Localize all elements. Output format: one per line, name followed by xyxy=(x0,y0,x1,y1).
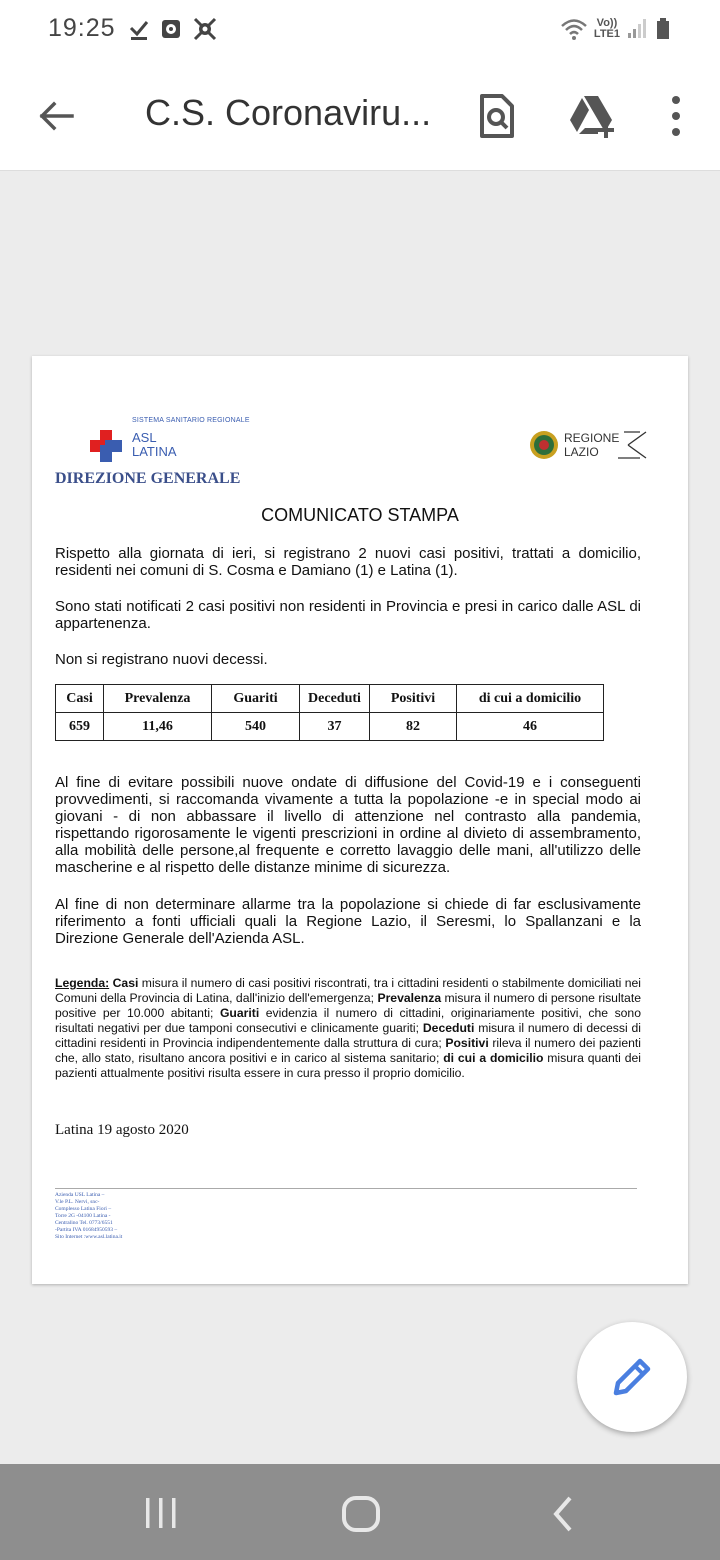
add-to-drive-icon[interactable] xyxy=(568,92,616,140)
table-header-cell: Casi xyxy=(56,685,104,713)
battery-icon xyxy=(654,16,672,42)
table-row xyxy=(56,713,604,741)
document-title: C.S. Coronaviru... xyxy=(145,92,432,133)
table-cell: 659 xyxy=(56,713,104,741)
home-icon[interactable] xyxy=(340,1494,382,1534)
paragraph-3: Non si registrano nuovi decessi. xyxy=(55,651,268,668)
table-header-cell: Deceduti xyxy=(300,685,370,713)
find-in-page-icon[interactable] xyxy=(472,92,520,140)
legenda-term: di cui a domicilio xyxy=(443,1051,544,1065)
document-heading: COMUNICATO STAMPA xyxy=(261,505,459,525)
document-date: Latina 19 agosto 2020 xyxy=(55,1122,189,1138)
download-done-icon xyxy=(128,16,150,42)
document-footer: Azienda USL Latina – V.le P.L. Nervi, snc- Complesso Latina Fiori – Torre 2G -04100 Latina - Centralino Tel. 0773/6551 -Partita IVA 01684950593 – Sito Internet :www.asl.latina.it xyxy=(55,1192,123,1240)
table-header-cell: Prevalenza xyxy=(104,685,212,713)
document-page[interactable] xyxy=(32,356,688,1284)
app-bar xyxy=(0,60,720,171)
screen-record-icon xyxy=(160,16,182,42)
table-header-cell: di cui a domicilio xyxy=(457,685,604,713)
signal-icon xyxy=(626,18,648,40)
direzione-generale-heading: DIREZIONE GENERALE xyxy=(55,470,241,487)
table-cell: 82 xyxy=(370,713,457,741)
back-arrow-icon[interactable] xyxy=(36,96,76,136)
paragraph-4: Al fine di evitare possibili nuove ondate di diffusione del Covid-19 e i conseguenti provvedimenti, si raccomanda vivamente a tutta la popolazione -e in special modo ai giovani - di non abbassare il livello di attenzione nel contrasto alla pandemia, rispettando rigorosamente le vigenti prescrizioni in ordine al divieto di assembramento, alla mobilità delle persone,al frequente e corretto lavaggio delle mani, all'utilizzo delle mascherine e al rispetto delle distanze minime di sicurezza. xyxy=(55,774,641,876)
table-header-cell: Guariti xyxy=(212,685,300,713)
asl-logo-text: ASL LATINA xyxy=(132,430,177,459)
asl-cross-logo-icon xyxy=(88,428,124,464)
table-cell: 540 xyxy=(212,713,300,741)
footer-divider xyxy=(55,1188,637,1189)
legenda-title: Legenda: xyxy=(55,976,110,990)
asl-small-label: SISTEMA SANITARIO REGIONALE xyxy=(132,417,250,424)
legenda-term: Positivi xyxy=(445,1036,489,1050)
legenda: Legenda: Casi misura il numero di casi positivi riscontrati, tra i cittadini residenti o stabilmente domiciliati nei Comuni della Provincia di Latina, dall'inizio dell'emergenza; Prevalenza misura il numero di persone risultate positive per 10.000 abitanti; Guariti evidenzia il numero di cittadini, originariamente positivi, che sono risultati negativi per due tamponi consecutivi e clinicamente guariti; Deceduti misura il numero di decessi di cittadini residenti in Provincia indipendentemente dalla struttura di cura; Positivi rileva il numero dei pazienti che, allo stato, risultano ancora positivi e in carico al sistema sanitario; di cui a domicilio misura quanti dei pazienti attualmente positivi risulta essere in cura presso il proprio domicilio. xyxy=(55,976,642,1080)
pencil-icon xyxy=(610,1355,654,1399)
paragraph-5: Al fine di non determinare allarme tra la popolazione si chiede di far esclusivamente riferimento a fonti ufficiali quali la Regione Lazio, il Seresmi, lo Spallanzani e la Direzione Generale dell'Azienda ASL. xyxy=(55,896,641,947)
navigation-bar xyxy=(0,1464,720,1560)
system-icons xyxy=(560,16,672,42)
legenda-term: Guariti xyxy=(219,1006,260,1020)
paragraph-1: Rispetto alla giornata di ieri, si registrano 2 nuovi casi positivi, trattati a domicilio, residenti nei comuni di S. Cosma e Damiano (1) e Latina (1). xyxy=(55,545,641,579)
legenda-term: Prevalenza xyxy=(377,991,442,1005)
statistics-table xyxy=(55,684,604,741)
edit-button[interactable] xyxy=(577,1322,687,1432)
table-cell: 11,46 xyxy=(104,713,212,741)
app-notification-icon xyxy=(192,16,218,42)
table-cell: 46 xyxy=(457,713,604,741)
paragraph-2: Sono stati notificati 2 casi positivi non residenti in Provincia e presi in carico dalle ASL di appartenenza. xyxy=(55,598,641,632)
network-type: Vo)) LTE1 xyxy=(593,17,620,40)
notification-icons xyxy=(128,16,218,42)
wifi-icon xyxy=(560,17,588,41)
table-header-cell: Positivi xyxy=(370,685,457,713)
table-cell: 37 xyxy=(300,713,370,741)
recent-apps-icon[interactable] xyxy=(142,1494,180,1532)
status-time: 19:25 xyxy=(48,14,116,42)
back-nav-icon[interactable] xyxy=(548,1494,578,1534)
legenda-term: Casi xyxy=(112,976,139,990)
more-options-icon[interactable] xyxy=(652,92,700,140)
legenda-term: Deceduti xyxy=(422,1021,475,1035)
status-bar xyxy=(0,0,720,60)
regione-lazio-text: REGIONE LAZIO xyxy=(564,431,620,459)
table-header-row xyxy=(56,685,604,713)
